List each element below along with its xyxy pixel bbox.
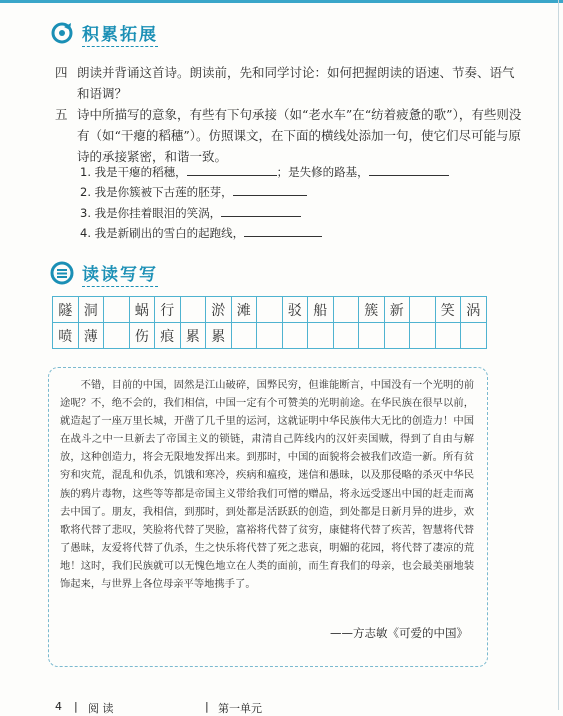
footer-separator: | xyxy=(205,700,209,713)
reading-passage: 不错，目前的中国，固然是江山破碎，国弊民穷，但谁能断言，中国没有一个光明的前途呢？不，绝不会的，我们相信，中国一定有个可赞美的光明前途。在华民族在很早以前，就造起了一座万里长城，开凿了几千里的运河，这就证明中华民族伟大无比的创造力！中国在战斗之中一旦新去了帝国主义的锁链，肃清自己阵线内的汉奸卖国贼，得到了自由与解放，这种创造力，将会无限地发挥出来。到那时，中国的面貌将会被我们改造一新。所有贫穷和灾荒，混乱和仇杀，饥饿和寒冷，疾病和瘟疫，迷信和愚昧，以及那侵略的杀灭中华民族的鸦片毒物，这些等等都是帝国主义带给我们可憎的赠品，将永远受逐出中国的赶走而离去中国了。朋友，我相信，到那时，到处都是活跃跃的创造，到处都是日新月异的进步，欢歌将代替了悲叹，笑脸将代替了哭脸，富裕将代替了贫穷，康健将代替了疾苦，智慧将代替了愚昧，友爱将代替了仇杀，生之快乐将代替了死之悲哀，明媚的花园，将代替了凄凉的荒地！这时，我们民族就可以无愧色地立在人类的面前，而生育我们的母亲，也会最美丽地装饰起来，与世界上各位母亲平等地携手了。 xyxy=(60,379,474,591)
footer-unit: 第一单元 xyxy=(218,702,262,715)
section-header-read-write xyxy=(50,258,158,288)
grid-cell xyxy=(104,297,130,323)
passage-attribution: ——方志敏《可爱的中国》 xyxy=(330,626,468,640)
grid-cell xyxy=(435,323,461,349)
grid-cell: 隧 xyxy=(53,297,79,323)
grid-cell: 涡 xyxy=(461,297,487,323)
grid-cell xyxy=(384,323,410,349)
grid-cell: 累 xyxy=(206,323,232,349)
item-number: 五 xyxy=(55,107,68,122)
grid-cell: 驳 xyxy=(282,297,308,323)
grid-cell xyxy=(333,297,359,323)
grid-cell: 薄 xyxy=(78,323,104,349)
grid-cell xyxy=(308,323,334,349)
footer-book-title: 阅 读 xyxy=(88,702,114,715)
grid-cell xyxy=(180,297,206,323)
sub-item-text: 3. 我是你挂着眼泪的笑涡， xyxy=(80,206,222,220)
item-text: 诗中所描写的意象，有些有下句承接（如“老水车”在“纺着疲惫的歌”），有些则没有（如“干瘪的稻穗”）。仿照课文，在下面的横线处添加一句，使它们尽可能与原诗的承接紧密，和谐一致。 xyxy=(77,107,522,164)
exercise-item-4 xyxy=(55,62,523,104)
section-title: 积累拓展 xyxy=(82,20,158,47)
grid-cell xyxy=(333,323,359,349)
grid-cell: 喷 xyxy=(53,323,79,349)
exercise-item-5 xyxy=(55,104,523,167)
answer-blank[interactable] xyxy=(187,163,277,176)
word-grid xyxy=(52,296,487,349)
answer-blank[interactable] xyxy=(244,224,322,237)
sub-item-text: 1. 我是干瘪的稻穗， xyxy=(80,165,187,179)
grid-cell: 船 xyxy=(308,297,334,323)
section-header-accumulate xyxy=(50,18,158,48)
grid-cell: 笑 xyxy=(435,297,461,323)
grid-cell xyxy=(410,297,436,323)
page-edge xyxy=(558,0,559,710)
grid-cell: 簇 xyxy=(359,297,385,323)
page-number: 4 xyxy=(55,700,62,713)
grid-cell: 行 xyxy=(155,297,181,323)
sub-item-3 xyxy=(80,203,301,223)
item-number: 四 xyxy=(55,65,68,80)
grid-row-2 xyxy=(53,323,487,349)
section-title: 读读写写 xyxy=(82,260,158,287)
answer-blank[interactable] xyxy=(369,163,449,176)
list-circle-icon xyxy=(50,261,74,285)
answer-blank[interactable] xyxy=(233,183,307,196)
grid-cell xyxy=(282,323,308,349)
grid-cell xyxy=(359,323,385,349)
grid-cell: 蜗 xyxy=(129,297,155,323)
sub-item-text: 4. 我是新刷出的雪白的起跑线， xyxy=(80,226,245,240)
grid-cell: 累 xyxy=(180,323,206,349)
sub-item-text: 2. 我是你簇被下古莲的胚芽， xyxy=(80,185,233,199)
top-border xyxy=(0,0,563,3)
grid-cell: 新 xyxy=(384,297,410,323)
grid-cell xyxy=(231,323,257,349)
sub-item-text: ；是失修的路基， xyxy=(276,165,369,179)
grid-cell xyxy=(410,323,436,349)
answer-blank[interactable] xyxy=(221,204,301,217)
grid-cell xyxy=(257,323,283,349)
grid-cell xyxy=(257,297,283,323)
footer-separator: | xyxy=(74,700,78,713)
sub-item-4 xyxy=(80,223,322,243)
sub-item-2 xyxy=(80,182,307,202)
grid-cell: 洞 xyxy=(78,297,104,323)
grid-cell: 痕 xyxy=(155,323,181,349)
item-text: 朗读并背诵这首诗。朗读前，先和同学讨论：如何把握朗读的语速、节奏、语气和语调？ xyxy=(77,65,515,101)
sub-item-1 xyxy=(80,162,449,182)
grid-cell: 滩 xyxy=(231,297,257,323)
grid-cell xyxy=(104,323,130,349)
grid-cell: 淤 xyxy=(206,297,232,323)
grid-cell xyxy=(461,323,487,349)
refresh-arrow-icon xyxy=(50,21,74,45)
grid-row-1 xyxy=(53,297,487,323)
grid-cell: 伤 xyxy=(129,323,155,349)
